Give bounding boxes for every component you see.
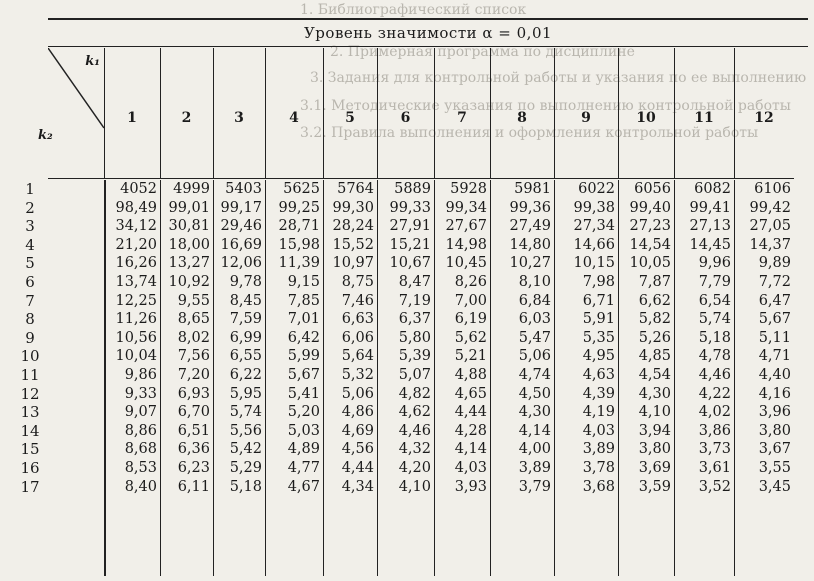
- table-cell: 4,46: [398, 422, 431, 439]
- table-cell: 6,63: [341, 311, 374, 328]
- column-header-label: 5: [345, 110, 355, 126]
- table-cell: 4,14: [518, 422, 551, 439]
- table-cell: 4052: [120, 181, 157, 197]
- table-cell: 7,85: [287, 292, 320, 309]
- table-cell: 11,39: [278, 255, 320, 272]
- table-cell: 7,46: [341, 292, 374, 309]
- table-cell: 30,81: [168, 218, 210, 235]
- table-cell: 99,34: [445, 199, 487, 216]
- table-cell: 5,47: [518, 329, 551, 346]
- table-cell: 5,18: [698, 329, 731, 346]
- column-header-label: 3: [234, 110, 244, 126]
- table-cell: 3,94: [638, 422, 671, 439]
- bleed-line: 3.1. Методические указания по выполнению контрольной работы: [300, 98, 791, 114]
- table-cell: 18,00: [168, 236, 210, 253]
- table-cell: 4999: [173, 181, 210, 197]
- table-cell: 28,71: [278, 218, 320, 235]
- table-cell: 5,42: [229, 441, 262, 458]
- table-cell: 5764: [337, 181, 374, 197]
- table-cell: 4,02: [698, 404, 731, 421]
- table-cell: 8,10: [518, 273, 551, 290]
- table-cell: 3,78: [582, 459, 615, 476]
- table-cell: 99,30: [332, 199, 374, 216]
- table-cell: 7,87: [638, 273, 671, 290]
- table-cell: 15,21: [389, 236, 431, 253]
- table-cell: 4,86: [341, 404, 374, 421]
- table-cell: 6,62: [638, 292, 671, 309]
- k2-label: k₂: [38, 128, 53, 143]
- data-column-1: [104, 180, 161, 576]
- bleed-line: 3. Задания для контрольной работы и указания по ее выполнению: [310, 70, 807, 86]
- table-cell: 3,59: [638, 478, 671, 495]
- table-cell: 5889: [394, 181, 431, 197]
- table-cell: 3,80: [758, 422, 791, 439]
- f-distribution-table: [20, 18, 808, 578]
- table-cell: 3,93: [454, 478, 487, 495]
- table-cell: 10,15: [573, 255, 615, 272]
- table-cell: 5,06: [518, 348, 551, 365]
- table-cell: 5,56: [229, 422, 262, 439]
- table-cell: 4,65: [454, 385, 487, 402]
- table-cell: 5,20: [287, 404, 320, 421]
- table-cell: 7,59: [229, 311, 262, 328]
- column-header-label: 9: [581, 110, 591, 126]
- table-cell: 5981: [514, 181, 551, 197]
- table-cell: 4,34: [341, 478, 374, 495]
- table-cell: 5403: [225, 181, 262, 197]
- table-cell: 5,26: [638, 329, 671, 346]
- table-cell: 6,23: [177, 459, 210, 476]
- table-cell: 4,10: [398, 478, 431, 495]
- table-cell: 27,05: [749, 218, 791, 235]
- table-cell: 27,13: [689, 218, 731, 235]
- table-cell: 3,86: [698, 422, 731, 439]
- row-labels: [10, 180, 50, 496]
- table-cell: 8,47: [398, 273, 431, 290]
- table-cell: 4,95: [582, 348, 615, 365]
- table-cell: 6,51: [177, 422, 210, 439]
- table-cell: 27,34: [573, 218, 615, 235]
- table-cell: 14,54: [629, 236, 671, 253]
- data-column-2: [160, 180, 214, 576]
- data-column-6: [377, 180, 435, 576]
- table-cell: 14,66: [573, 236, 615, 253]
- table-cell: 4,20: [398, 459, 431, 476]
- table-cell: 15,52: [332, 236, 374, 253]
- table-cell: 4,00: [518, 441, 551, 458]
- table-cell: 8,45: [229, 292, 262, 309]
- table-cell: 15,98: [278, 236, 320, 253]
- table-cell: 6,70: [177, 404, 210, 421]
- table-cell: 4,46: [698, 366, 731, 383]
- table-cell: 7,79: [698, 273, 731, 290]
- table-cell: 6,03: [518, 311, 551, 328]
- table-cell: 9,07: [124, 404, 157, 421]
- table-cell: 5,32: [341, 366, 374, 383]
- table-cell: 28,24: [332, 218, 374, 235]
- row-label: 16: [20, 458, 40, 477]
- column-header-label: 11: [694, 110, 714, 126]
- table-cell: 5,82: [638, 311, 671, 328]
- table-cell: 3,55: [758, 459, 791, 476]
- table-cell: 21,20: [115, 236, 157, 253]
- table-cell: 5,62: [454, 329, 487, 346]
- table-cell: 5,67: [758, 311, 791, 328]
- table-cell: 13,74: [115, 273, 157, 290]
- table-cell: 34,12: [115, 218, 157, 235]
- table-cell: 99,36: [509, 199, 551, 216]
- table-cell: 4,78: [698, 348, 731, 365]
- table-cell: 6,19: [454, 311, 487, 328]
- table-cell: 6,55: [229, 348, 262, 365]
- table-cell: 4,22: [698, 385, 731, 402]
- table-cell: 6,71: [582, 292, 615, 309]
- data-column-4: [265, 180, 324, 576]
- table-cell: 4,63: [582, 366, 615, 383]
- row-label: 15: [20, 440, 40, 459]
- column-header-7: [434, 48, 491, 179]
- table-cell: 14,80: [509, 236, 551, 253]
- table-body: [20, 180, 808, 576]
- table-cell: 5,18: [229, 478, 262, 495]
- table-cell: 27,91: [389, 218, 431, 235]
- table-cell: 5,91: [582, 311, 615, 328]
- table-cell: 29,46: [220, 218, 262, 235]
- table-cell: 10,45: [445, 255, 487, 272]
- table-cell: 4,14: [454, 441, 487, 458]
- table-cell: 4,50: [518, 385, 551, 402]
- table-heading: Уровень значимости α = 0,01: [48, 20, 808, 47]
- table-cell: 7,00: [454, 292, 487, 309]
- data-column-8: [490, 180, 555, 576]
- table-cell: 4,54: [638, 366, 671, 383]
- column-header-9: [554, 48, 619, 179]
- table-cell: 3,80: [638, 441, 671, 458]
- table-cell: 11,26: [115, 311, 157, 328]
- table-cell: 10,67: [389, 255, 431, 272]
- table-cell: 5,29: [229, 459, 262, 476]
- table-cell: 12,06: [220, 255, 262, 272]
- corner-cell: [38, 48, 105, 179]
- row-label: 5: [25, 254, 35, 273]
- table-cell: 5,80: [398, 329, 431, 346]
- table-cell: 5,67: [287, 366, 320, 383]
- table-cell: 5,95: [229, 385, 262, 402]
- table-cell: 5,06: [341, 385, 374, 402]
- table-cell: 5625: [283, 181, 320, 197]
- table-cell: 5,74: [229, 404, 262, 421]
- table-cell: 5,99: [287, 348, 320, 365]
- column-header-10: [618, 48, 675, 179]
- table-cell: 7,19: [398, 292, 431, 309]
- table-cell: 4,85: [638, 348, 671, 365]
- table-cell: 99,25: [278, 199, 320, 216]
- row-label: 12: [20, 384, 40, 403]
- column-header-4: [265, 48, 324, 179]
- row-label: 7: [25, 291, 35, 310]
- table-cell: 99,17: [220, 199, 262, 216]
- table-cell: 4,71: [758, 348, 791, 365]
- table-cell: 6,37: [398, 311, 431, 328]
- table-cell: 10,04: [115, 348, 157, 365]
- table-cell: 9,86: [124, 366, 157, 383]
- row-label: 3: [25, 217, 35, 236]
- data-column-10: [618, 180, 675, 576]
- data-column-11: [674, 180, 735, 576]
- data-column-9: [554, 180, 619, 576]
- table-cell: 9,55: [177, 292, 210, 309]
- table-cell: 4,30: [518, 404, 551, 421]
- column-header-3: [213, 48, 266, 179]
- table-cell: 6022: [578, 181, 615, 197]
- table-cell: 27,49: [509, 218, 551, 235]
- table-cell: 8,02: [177, 329, 210, 346]
- table-cell: 7,98: [582, 273, 615, 290]
- table-cell: 7,20: [177, 366, 210, 383]
- column-header-label: 8: [517, 110, 527, 126]
- column-header-6: [377, 48, 435, 179]
- data-column-3: [213, 180, 266, 576]
- row-label: 13: [20, 403, 40, 422]
- table-cell: 3,52: [698, 478, 731, 495]
- table-cell: 4,69: [341, 422, 374, 439]
- table-cell: 10,92: [168, 273, 210, 290]
- row-label: 4: [25, 235, 35, 254]
- row-label: 14: [20, 421, 40, 440]
- table-cell: 5,41: [287, 385, 320, 402]
- table-cell: 27,67: [445, 218, 487, 235]
- table-cell: 16,26: [115, 255, 157, 272]
- table-cell: 3,73: [698, 441, 731, 458]
- column-header-label: 10: [636, 110, 656, 126]
- table-cell: 8,26: [454, 273, 487, 290]
- table-cell: 3,79: [518, 478, 551, 495]
- column-header-2: [160, 48, 214, 179]
- table-cell: 99,42: [749, 199, 791, 216]
- table-cell: 10,05: [629, 255, 671, 272]
- table-cell: 5,64: [341, 348, 374, 365]
- table-cell: 27,23: [629, 218, 671, 235]
- table-cell: 4,77: [287, 459, 320, 476]
- table-cell: 14,37: [749, 236, 791, 253]
- table-cell: 7,72: [758, 273, 791, 290]
- row-label: 8: [25, 310, 35, 329]
- column-header-1: [104, 48, 161, 179]
- table-cell: 14,45: [689, 236, 731, 253]
- column-header-label: 12: [754, 110, 774, 126]
- bleed-line: 1. Библиографический список: [300, 2, 527, 18]
- row-label: 6: [25, 272, 35, 291]
- table-cell: 8,75: [341, 273, 374, 290]
- table-cell: 6,47: [758, 292, 791, 309]
- table-cell: 99,38: [573, 199, 615, 216]
- table-cell: 4,89: [287, 441, 320, 458]
- column-header-label: 2: [181, 110, 192, 126]
- table-cell: 3,61: [698, 459, 731, 476]
- table-cell: 4,19: [582, 404, 615, 421]
- table-cell: 4,56: [341, 441, 374, 458]
- table-cell: 4,16: [758, 385, 791, 402]
- table-cell: 99,40: [629, 199, 671, 216]
- table-cell: 3,45: [758, 478, 791, 495]
- column-header-label: 1: [127, 110, 137, 126]
- column-header-11: [674, 48, 735, 179]
- row-label: 11: [20, 365, 40, 384]
- table-cell: 10,97: [332, 255, 374, 272]
- table-cell: 4,39: [582, 385, 615, 402]
- table-cell: 3,68: [582, 478, 615, 495]
- table-cell: 8,65: [177, 311, 210, 328]
- column-header-5: [323, 48, 378, 179]
- table-cell: 4,32: [398, 441, 431, 458]
- table-cell: 4,82: [398, 385, 431, 402]
- table-cell: 4,03: [454, 459, 487, 476]
- column-header-label: 7: [457, 110, 467, 126]
- table-cell: 6,36: [177, 441, 210, 458]
- table-cell: 14,98: [445, 236, 487, 253]
- table-cell: 99,41: [689, 199, 731, 216]
- table-cell: 4,44: [341, 459, 374, 476]
- table-cell: 6056: [634, 181, 671, 197]
- table-cell: 6106: [754, 181, 791, 197]
- table-cell: 9,78: [229, 273, 262, 290]
- table-cell: 5,74: [698, 311, 731, 328]
- row-label: 9: [25, 328, 35, 347]
- table-cell: 4,03: [582, 422, 615, 439]
- row-label: 17: [20, 477, 40, 496]
- column-header-label: 6: [400, 110, 411, 126]
- table-cell: 6,99: [229, 329, 262, 346]
- table-cell: 6,93: [177, 385, 210, 402]
- table-cell: 5,07: [398, 366, 431, 383]
- table-cell: 6,11: [177, 478, 210, 495]
- data-column-5: [323, 180, 378, 576]
- table-cell: 9,15: [287, 273, 320, 290]
- table-cell: 4,10: [638, 404, 671, 421]
- table-cell: 4,74: [518, 366, 551, 383]
- table-cell: 7,01: [287, 311, 320, 328]
- table-cell: 3,89: [518, 459, 551, 476]
- bleed-line: 2. Примерная программа по дисциплине: [330, 44, 635, 60]
- row-label: 10: [20, 347, 40, 366]
- table-cell: 99,01: [168, 199, 210, 216]
- table-cell: 5,35: [582, 329, 615, 346]
- data-column-12: [734, 180, 794, 576]
- table-cell: 6,54: [698, 292, 731, 309]
- table-cell: 4,28: [454, 422, 487, 439]
- column-header-8: [490, 48, 555, 179]
- table-cell: 6,84: [518, 292, 551, 309]
- table-cell: 6,06: [341, 329, 374, 346]
- data-column-7: [434, 180, 491, 576]
- table-cell: 9,33: [124, 385, 157, 402]
- table-cell: 8,68: [124, 441, 157, 458]
- table-cell: 3,89: [582, 441, 615, 458]
- table-cell: 5,03: [287, 422, 320, 439]
- table-cell: 9,89: [758, 255, 791, 272]
- column-header-label: 4: [289, 110, 299, 126]
- table-cell: 4,62: [398, 404, 431, 421]
- table-cell: 6,42: [287, 329, 320, 346]
- bleed-line: 3.2. Правила выполнения и оформления контрольной работы: [300, 125, 759, 141]
- table-cell: 8,53: [124, 459, 157, 476]
- table-cell: 13,27: [168, 255, 210, 272]
- table-cell: 98,49: [115, 199, 157, 216]
- table-cell: 3,67: [758, 441, 791, 458]
- table-cell: 4,40: [758, 366, 791, 383]
- row-label: 1: [25, 180, 35, 198]
- table-cell: 9,96: [698, 255, 731, 272]
- table-cell: 10,27: [509, 255, 551, 272]
- table-cell: 5,39: [398, 348, 431, 365]
- table-cell: 12,25: [115, 292, 157, 309]
- table-cell: 5,11: [758, 329, 791, 346]
- table-cell: 3,96: [758, 404, 791, 421]
- table-cell: 7,56: [177, 348, 210, 365]
- table-cell: 6082: [694, 181, 731, 197]
- table-cell: 8,40: [124, 478, 157, 495]
- k1-label: k₁: [85, 54, 100, 69]
- table-cell: 4,67: [287, 478, 320, 495]
- row-label: 2: [25, 198, 35, 217]
- table-cell: 99,33: [389, 199, 431, 216]
- column-header-12: [734, 48, 794, 179]
- table-cell: 4,30: [638, 385, 671, 402]
- table-cell: 10,56: [115, 329, 157, 346]
- table-cell: 16,69: [220, 236, 262, 253]
- table-cell: 3,69: [638, 459, 671, 476]
- table-cell: 4,44: [454, 404, 487, 421]
- table-cell: 6,22: [229, 366, 262, 383]
- table-cell: 8,86: [124, 422, 157, 439]
- table-cell: 4,88: [454, 366, 487, 383]
- table-cell: 5,21: [454, 348, 487, 365]
- table-cell: 5928: [450, 181, 487, 197]
